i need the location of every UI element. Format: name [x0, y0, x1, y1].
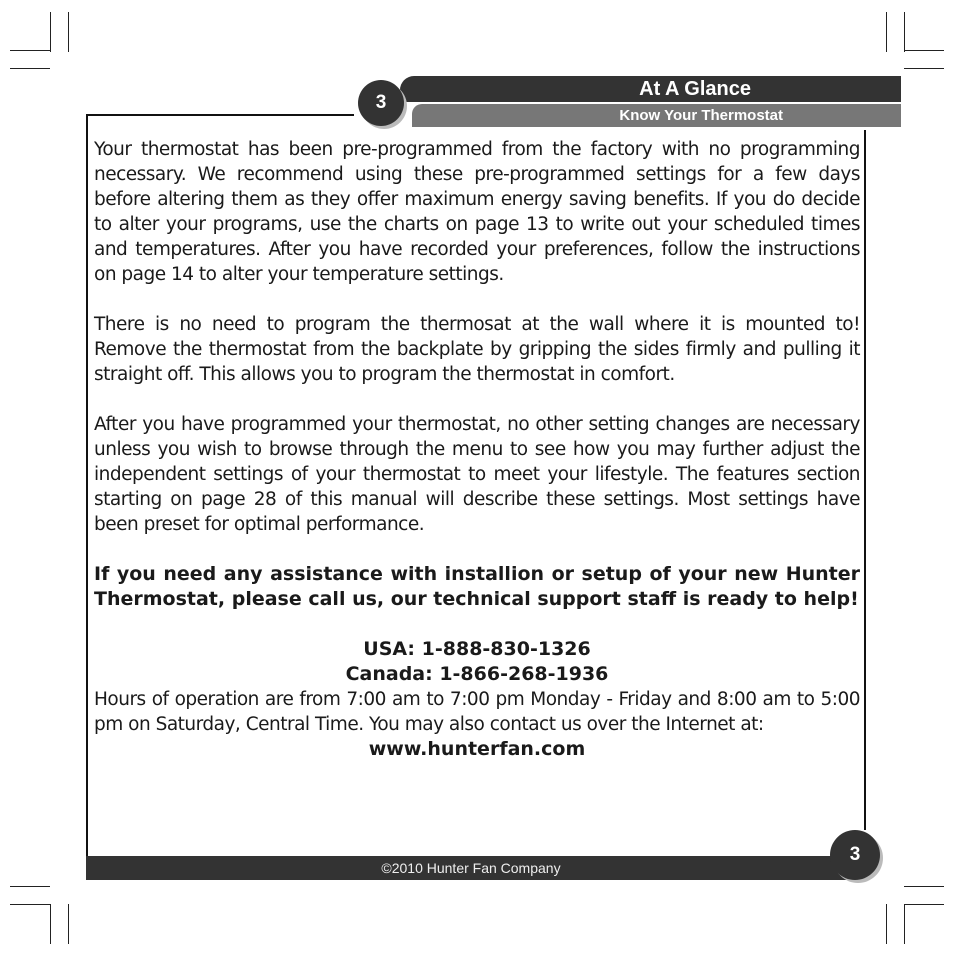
- support-notice: If you need any assistance with installion or setup of your new Hunter Thermostat, please call us, our technical support staff is ready to help!: [94, 563, 860, 610]
- crop-mark: [10, 68, 50, 69]
- crop-mark: [904, 904, 944, 905]
- page-number-badge: 3: [830, 830, 880, 880]
- crop-mark: [10, 886, 50, 887]
- frame-top-line: [86, 114, 354, 116]
- removal-paragraph: There is no need to program the thermosat at the wall where it is mounted to! Remove the thermostat from the backplate by gripping the sides firmly and pulling it straight off. This allows you to program the thermostat in comfort.: [94, 314, 860, 385]
- crop-mark: [10, 904, 50, 905]
- section-subtitle: Know Your Thermostat: [619, 107, 783, 124]
- intro-paragraph: Your thermostat has been pre-programmed from the factory with no programming necessary. We recommend using these pre-programmed settings for a few days before altering them as they offer maximum energy saving benefits. If you do decide to alter your programs, use the charts on page 13 to write out your scheduled times and temperatures. After you have recorded your preferences, follow the instructions on page 14 to alter your temperature settings.: [94, 139, 860, 285]
- section-subheader-bar: [412, 104, 901, 127]
- crop-mark: [68, 904, 69, 944]
- crop-mark: [904, 12, 905, 52]
- section-number-badge: 3: [358, 80, 404, 126]
- settings-paragraph: After you have programmed your thermostat, no other setting changes are necessary unless you wish to browse through the menu to see how you may further adjust the independent settings of your thermostat to meet your lifestyle. The features section starting on page 28 of this manual will describe these settings. Most settings have been preset for optimal performance.: [94, 414, 860, 535]
- frame-left-line: [86, 114, 88, 856]
- frame-right-line: [864, 130, 866, 830]
- crop-mark: [886, 12, 887, 52]
- crop-mark: [50, 904, 51, 944]
- hours-paragraph: Hours of operation are from 7:00 am to 7:00 pm Monday - Friday and 8:00 am to 5:00 pm on Saturday, Central Time. You may also contact us over the Internet at:: [94, 689, 860, 735]
- phone-usa: USA: 1-888-830-1326: [363, 638, 591, 660]
- crop-mark: [10, 50, 50, 51]
- copyright-text: ©2010 Hunter Fan Company: [381, 860, 561, 876]
- crop-mark: [904, 904, 905, 944]
- section-header-bar: [400, 76, 901, 102]
- website-link[interactable]: www.hunterfan.com: [368, 738, 586, 760]
- crop-mark: [886, 904, 887, 944]
- crop-mark: [50, 12, 51, 52]
- crop-mark: [68, 12, 69, 52]
- phone-canada: Canada: 1-866-268-1936: [345, 663, 609, 685]
- section-title: At A Glance: [639, 78, 751, 100]
- crop-mark: [904, 50, 944, 51]
- footer-bar: [86, 856, 856, 880]
- crop-mark: [904, 68, 944, 69]
- main-content: [94, 137, 860, 762]
- crop-mark: [904, 886, 944, 887]
